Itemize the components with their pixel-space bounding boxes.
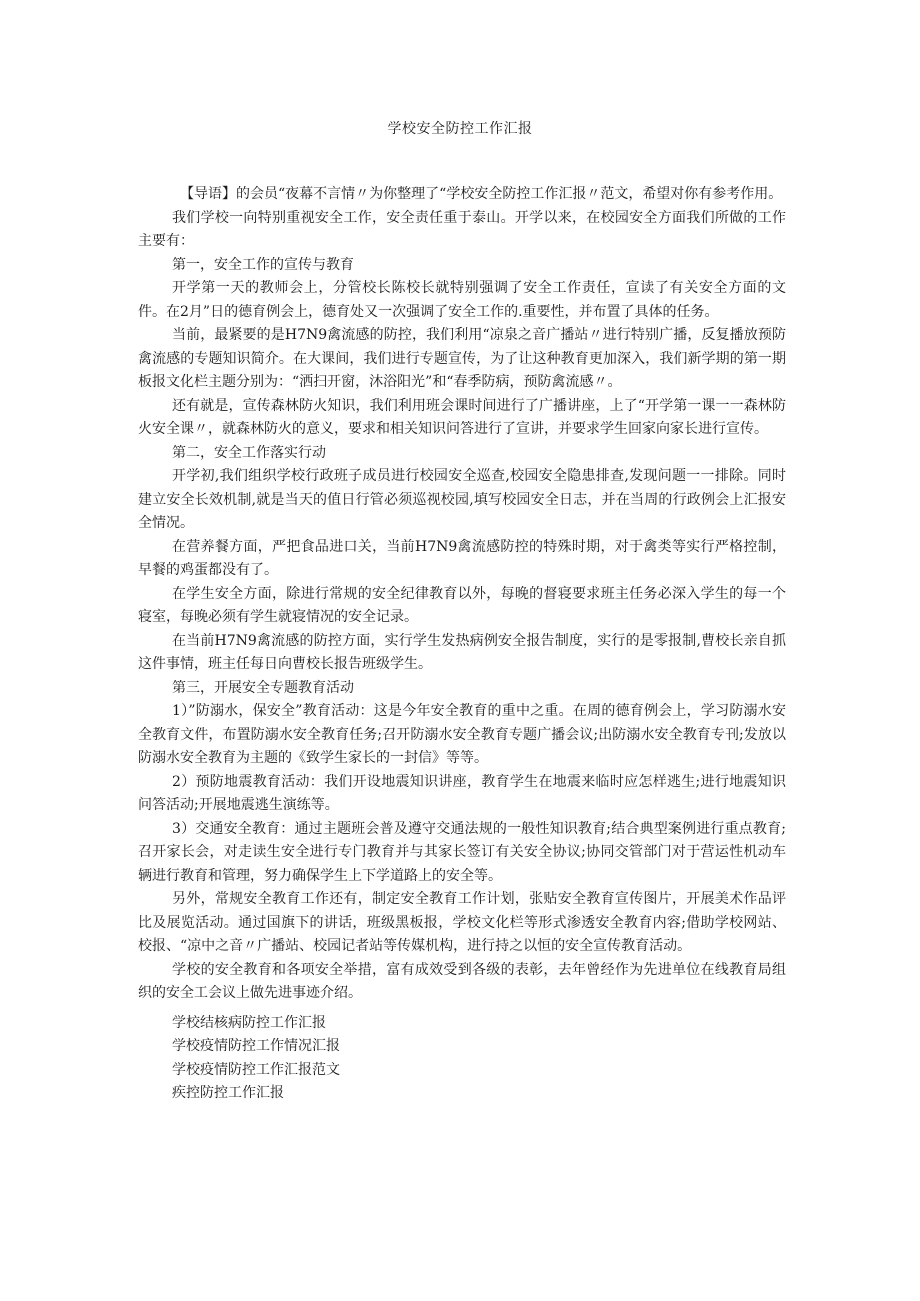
section-heading: 第二，安全工作落实行动 xyxy=(172,444,326,461)
related-link[interactable]: 疾控防控工作汇报 xyxy=(172,1085,284,1101)
section-heading: 第三，开展安全专题教育活动 xyxy=(172,679,354,696)
document-body xyxy=(138,183,786,1106)
related-link[interactable]: 学校疫情防控工作汇报范文 xyxy=(172,1061,340,1078)
related-link[interactable]: 学校结核病防控工作汇报 xyxy=(172,1014,326,1031)
body-paragraph: 3）交通安全教育：通过主题班会普及遵守交通法规的一般性知识教育;结合典型案例进行重点教育;召开家长会，对走读生安全进行专门教育并与其家长签订有关安全协议;协同交管部门对于营运性机动车辆进行教育和管理，努力确保学生上下学道路上的安全等。 xyxy=(138,820,786,884)
body-paragraph: 在营养餐方面，严把食品进口关，当前H7N9禽流感防控的特殊时期，对于禽类等实行严格控制，早餐的鸡蛋都没有了。 xyxy=(138,538,786,578)
body-paragraph: 在当前H7N9禽流感的防控方面，实行学生发热病例安全报告制度，实行的是零报制,曹校长亲自抓这件事情，班主任每日向曹校长报告班级学生。 xyxy=(138,632,786,672)
intro-paragraph: 【导语】的会员“夜幕不言情〃为你整理了“学校安全防控工作汇报〃范文，希望对你有参考作用。 xyxy=(180,186,783,202)
body-paragraph: 开学初,我们组织学校行政班子成员进行校园安全巡查,校园安全隐患排查,发现问题一一排除。同时建立安全长效机制,就是当天的值日行管必须巡视校园,填写校园安全日志，并在当周的行政例会上汇报安全情况。 xyxy=(138,468,786,531)
body-paragraph: 开学第一天的教师会上，分管校长陈校长就特别强调了安全工作责任，宣读了有关安全方面的文件。在2月”日的德育例会上，德育处又一次强调了安全工作的.重要性，并布置了具体的任务。 xyxy=(138,280,786,320)
related-links-list xyxy=(138,1012,786,1106)
related-link[interactable]: 学校疫情防控工作情况汇报 xyxy=(172,1038,340,1054)
body-paragraph: 我们学校一向特别重视安全工作，安全责任重于泰山。开学以来，在校园安全方面我们所做的工作主要有： xyxy=(138,209,786,249)
document-title: 学校安全防控工作汇报 xyxy=(387,121,533,137)
section-heading: 第一，安全工作的宣传与教育 xyxy=(172,256,354,273)
body-paragraph: 1）”防溺水，保安全”教育活动：这是今年安全教育的重中之重。在周的德育例会上，学习防溺水安全教育文件，布置防溺水安全教育任务;召开防溺水安全教育专题广播会议;出防溺水安全教育专刊;发放以防溺水安全教育为主题的《致学生家长的一封信》等等。 xyxy=(138,703,786,766)
body-paragraph: 另外，常规安全教育工作还有，制定安全教育工作计划，张贴安全教育宣传图片，开展美术作品评比及展览活动。通过国旗下的讲话，班级黑板报，学校文化栏等形式渗透安全教育内容;借助学校网站、校报、“凉中之音〃广播站、校园记者站等传媒机构，进行持之以恒的安全宣传教育活动。 xyxy=(138,891,786,954)
body-paragraph: 2）预防地震教育活动：我们开设地震知识讲座，教育学生在地震来临时应怎样逃生;进行地震知识问答活动;开展地震逃生演练等。 xyxy=(138,773,786,813)
body-paragraph: 学校的安全教育和各项安全举措，富有成效受到各级的表彰，去年曾经作为先进单位在线教育局组织的安全工会议上做先进事迹介绍。 xyxy=(138,961,786,1001)
body-paragraph: 当前，最紧要的是H7N9禽流感的防控，我们利用“凉泉之音广播站〃进行特别广播，反复播放预防禽流感的专题知识简介。在大课间，我们进行专题宣传，为了让这种教育更加深入，我们新学期的第一期板报文化栏主题分别为：“洒扫开窗，沐浴阳光”和“春季防病，预防禽流感〃。 xyxy=(138,327,786,390)
body-paragraph: 还有就是，宣传森林防火知识，我们利用班会课时间进行了广播讲座，上了“开学第一课一一森林防火安全课〃，就森林防火的意义，要求和相关知识问答进行了宣讲，并要求学生回家向家长进行宣传。 xyxy=(138,397,786,437)
body-paragraph: 在学生安全方面，除进行常规的安全纪律教育以外，每晚的督寝要求班主任务必深入学生的每一个寝室，每晚必须有学生就寝情况的安全记录。 xyxy=(138,585,786,625)
